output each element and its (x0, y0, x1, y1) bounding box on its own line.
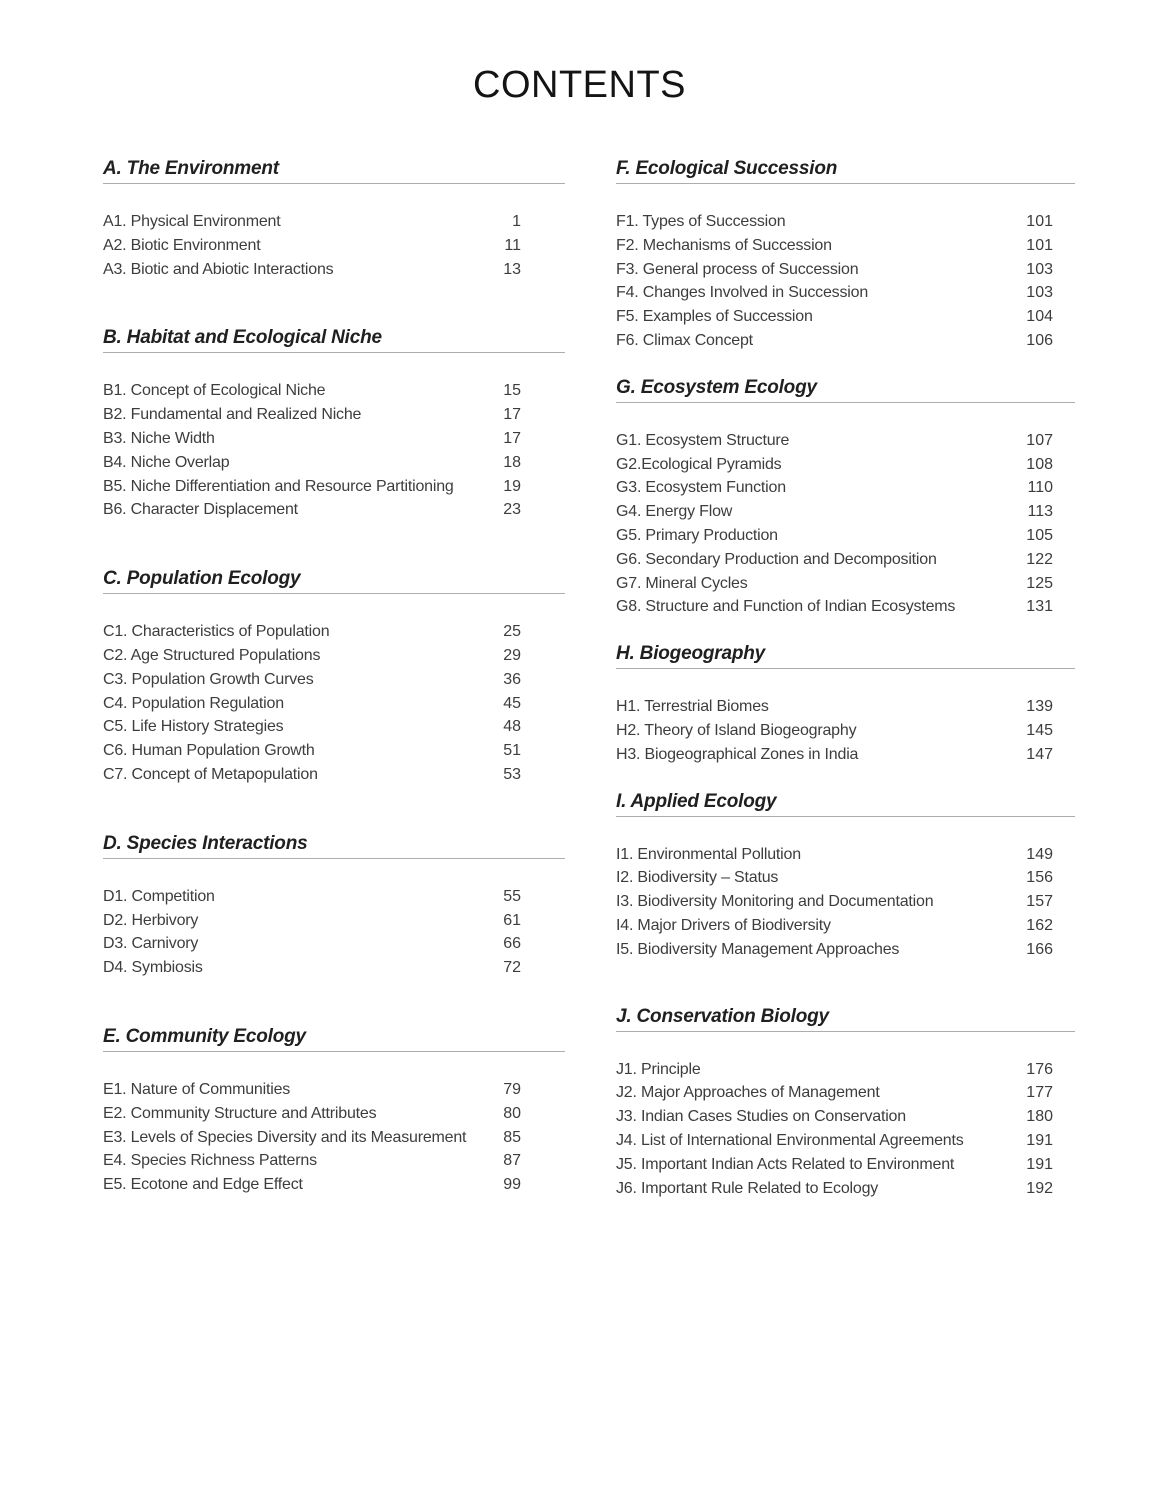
toc-entry-label: J3. Indian Cases Studies on Conservation (616, 1108, 906, 1126)
section-heading: B. Habitat and Ecological Niche (103, 327, 382, 349)
toc-entry-label: F5. Examples of Succession (616, 308, 813, 326)
toc-entry-page-number: 110 (1027, 479, 1053, 497)
toc-entry-page-number: 85 (503, 1128, 521, 1146)
toc-entry-label: G7. Mineral Cycles (616, 574, 748, 592)
toc-entry-label: E4. Species Richness Patterns (103, 1152, 317, 1170)
toc-entry-label: G4. Energy Flow (616, 503, 733, 521)
toc-entry-label: F2. Mechanisms of Succession (616, 236, 832, 254)
toc-entry (616, 1177, 1075, 1201)
toc-entry-label: H3. Biogeographical Zones in India (616, 745, 859, 763)
toc-entry-label: C4. Population Regulation (103, 694, 284, 712)
toc-entry-page-number: 15 (503, 382, 521, 400)
toc-entry (616, 843, 1075, 867)
toc-entry-page-number: 51 (503, 742, 521, 760)
toc-section-C (103, 568, 565, 787)
section-heading-rule (103, 1051, 565, 1052)
toc-entry-page-number: 18 (503, 453, 521, 471)
toc-entry (103, 1126, 565, 1150)
toc-entry-label: F1. Types of Succession (616, 213, 786, 230)
toc-entry-page-number: 36 (503, 670, 521, 688)
toc-entry (616, 719, 1075, 743)
toc-entry-label: I1. Environmental Pollution (616, 845, 801, 863)
toc-column-right (616, 158, 1075, 1224)
toc-entry-page-number: 104 (1026, 308, 1053, 326)
toc-entry (103, 739, 565, 763)
toc-entry-label: G8. Structure and Function of Indian Ecosystems (616, 598, 956, 616)
toc-entry (103, 1078, 565, 1102)
toc-section-G (616, 377, 1075, 619)
toc-entry (103, 498, 565, 522)
toc-entry-label: A2. Biotic Environment (103, 236, 261, 254)
toc-entry (103, 1173, 565, 1197)
section-item-list (616, 843, 1075, 962)
toc-entry-page-number: 13 (503, 260, 521, 278)
toc-entry (616, 743, 1075, 767)
section-item-list (103, 210, 565, 281)
toc-entry (616, 938, 1075, 962)
toc-entry-label: F3. General process of Succession (616, 260, 859, 278)
toc-entry-page-number: 113 (1027, 503, 1053, 521)
toc-entry (103, 1149, 565, 1173)
toc-entry-page-number: 105 (1026, 526, 1053, 544)
toc-entry-page-number: 107 (1026, 431, 1053, 449)
toc-entry (616, 453, 1075, 477)
toc-section-I (616, 791, 1075, 962)
toc-entry-label: J6. Important Rule Related to Ecology (616, 1179, 879, 1197)
toc-entry (103, 644, 565, 668)
toc-entry-page-number: 191 (1026, 1131, 1053, 1149)
toc-entry-label: C6. Human Population Growth (103, 742, 315, 760)
toc-entry-page-number: 17 (503, 406, 521, 424)
section-item-list (103, 885, 565, 980)
toc-entry-page-number: 79 (503, 1080, 521, 1098)
toc-entry-label: C2. Age Structured Populations (103, 646, 321, 664)
toc-entry-label: E2. Community Structure and Attributes (103, 1104, 377, 1122)
section-item-list (616, 210, 1075, 353)
toc-entry-label: I4. Major Drivers of Biodiversity (616, 916, 831, 934)
toc-entry-label: B2. Fundamental and Realized Niche (103, 406, 362, 424)
toc-section-J (616, 1006, 1075, 1201)
toc-entry (616, 866, 1075, 890)
toc-entry-label: G6. Secondary Production and Decomposition (616, 550, 937, 568)
toc-entry-label: J4. List of International Environmental Agreements (616, 1131, 964, 1149)
toc-entry (103, 956, 565, 980)
toc-entry (616, 1153, 1075, 1177)
toc-entry-page-number: 99 (503, 1176, 521, 1194)
toc-entry (103, 715, 565, 739)
toc-entry-label: J1. Principle (616, 1060, 701, 1078)
toc-entry-page-number: 1 (512, 213, 521, 230)
section-heading-rule (103, 858, 565, 859)
toc-entry-page-number: 80 (503, 1104, 521, 1122)
toc-entry (103, 668, 565, 692)
toc-entry-page-number: 101 (1026, 236, 1053, 254)
toc-entry-page-number: 87 (503, 1152, 521, 1170)
section-heading: D. Species Interactions (103, 832, 308, 854)
section-heading: A. The Environment (103, 158, 279, 179)
toc-entry-page-number: 108 (1026, 455, 1053, 473)
toc-entry-page-number: 180 (1026, 1108, 1053, 1126)
toc-entry (103, 258, 565, 282)
toc-entry-label: G3. Ecosystem Function (616, 479, 786, 497)
toc-entry-page-number: 162 (1026, 916, 1053, 934)
toc-column-left (103, 158, 565, 1243)
toc-entry-label: A1. Physical Environment (103, 213, 281, 230)
toc-entry-page-number: 103 (1026, 260, 1053, 278)
toc-entry-page-number: 191 (1026, 1155, 1053, 1173)
toc-entry-label: B4. Niche Overlap (103, 453, 230, 471)
section-heading: H. Biogeography (616, 643, 766, 665)
toc-entry (103, 234, 565, 258)
toc-entry-label: C1. Characteristics of Population (103, 623, 330, 641)
toc-entry-page-number: 125 (1026, 574, 1053, 592)
toc-entry-label: F4. Changes Involved in Succession (616, 284, 869, 302)
toc-entry-page-number: 177 (1026, 1084, 1053, 1102)
toc-section-B (103, 327, 565, 522)
section-item-list (103, 1078, 565, 1197)
toc-section-A (103, 158, 565, 281)
toc-entry (103, 692, 565, 716)
section-heading-rule (103, 593, 565, 594)
toc-entry-page-number: 176 (1026, 1060, 1053, 1078)
toc-entry (103, 210, 565, 234)
toc-entry (616, 1081, 1075, 1105)
toc-entry (616, 595, 1075, 619)
toc-entry-label: H2. Theory of Island Biogeography (616, 721, 857, 739)
toc-entry (616, 234, 1075, 258)
toc-entry-page-number: 45 (503, 694, 521, 712)
toc-entry-label: G5. Primary Production (616, 526, 778, 544)
toc-entry-label: D2. Herbivory (103, 911, 199, 929)
toc-entry-page-number: 149 (1026, 845, 1053, 863)
toc-entry-page-number: 166 (1026, 940, 1053, 958)
toc-entry-page-number: 19 (503, 477, 521, 495)
toc-entry (103, 885, 565, 909)
toc-entry-page-number: 53 (503, 765, 521, 783)
toc-entry-label: D1. Competition (103, 887, 215, 905)
toc-entry (616, 914, 1075, 938)
toc-entry (616, 1105, 1075, 1129)
toc-entry-page-number: 29 (503, 646, 521, 664)
toc-entry-label: D3. Carnivory (103, 935, 199, 953)
section-item-list (616, 429, 1075, 619)
section-heading-rule (616, 668, 1075, 669)
toc-entry-page-number: 72 (503, 959, 521, 977)
section-heading: I. Applied Ecology (616, 790, 777, 812)
section-heading-rule (616, 183, 1075, 184)
toc-entry-label: J2. Major Approaches of Management (616, 1084, 880, 1102)
toc-entry (616, 500, 1075, 524)
toc-entry (616, 572, 1075, 596)
section-heading: E. Community Ecology (103, 1025, 306, 1047)
toc-entry (103, 403, 565, 427)
toc-entry (616, 695, 1075, 719)
toc-entry-page-number: 147 (1026, 745, 1053, 763)
toc-entry (616, 258, 1075, 282)
toc-entry (616, 305, 1075, 329)
toc-entry-page-number: 131 (1026, 598, 1053, 616)
toc-entry-page-number: 103 (1026, 284, 1053, 302)
toc-entry-label: J5. Important Indian Acts Related to Environment (616, 1155, 955, 1173)
toc-section-H (616, 643, 1075, 766)
section-item-list (616, 1058, 1075, 1201)
section-heading: C. Population Ecology (103, 568, 301, 590)
toc-entry-page-number: 192 (1026, 1179, 1053, 1197)
toc-entry-label: C5. Life History Strategies (103, 718, 284, 736)
toc-entry (616, 890, 1075, 914)
toc-entry-label: G2.Ecological Pyramids (616, 455, 782, 473)
toc-entry-label: I2. Biodiversity – Status (616, 869, 779, 887)
section-item-list (616, 695, 1075, 766)
toc-entry-page-number: 122 (1026, 550, 1053, 568)
toc-section-E (103, 1026, 565, 1197)
toc-entry-page-number: 156 (1026, 869, 1053, 887)
toc-entry-label: B6. Character Displacement (103, 501, 298, 519)
toc-entry-label: E1. Nature of Communities (103, 1080, 291, 1098)
toc-entry (103, 475, 565, 499)
toc-entry (616, 1129, 1075, 1153)
toc-entry (103, 620, 565, 644)
toc-entry-page-number: 145 (1026, 721, 1053, 739)
toc-entry-page-number: 17 (503, 429, 521, 447)
page-title: CONTENTS (473, 64, 686, 106)
toc-entry-label: I3. Biodiversity Monitoring and Documentation (616, 893, 934, 911)
toc-entry (616, 210, 1075, 234)
toc-entry-label: D4. Symbiosis (103, 959, 203, 977)
toc-entry-page-number: 11 (504, 236, 521, 254)
toc-entry (103, 909, 565, 933)
toc-section-F (616, 158, 1075, 353)
toc-entry (616, 329, 1075, 353)
section-heading-rule (616, 1031, 1075, 1032)
toc-entry (103, 932, 565, 956)
toc-entry (616, 476, 1075, 500)
toc-entry (103, 451, 565, 475)
toc-entry-label: B5. Niche Differentiation and Resource Partitioning (103, 477, 454, 495)
toc-columns (0, 158, 1159, 1243)
toc-entry-label: G1. Ecosystem Structure (616, 431, 790, 449)
toc-entry-label: C3. Population Growth Curves (103, 670, 314, 688)
toc-entry-page-number: 157 (1026, 893, 1053, 911)
toc-entry (616, 281, 1075, 305)
toc-entry (616, 524, 1075, 548)
toc-entry-label: F6. Climax Concept (616, 331, 753, 349)
toc-entry-page-number: 66 (503, 935, 521, 953)
section-heading: J. Conservation Biology (616, 1005, 829, 1027)
toc-entry-page-number: 48 (503, 718, 521, 736)
toc-entry (616, 548, 1075, 572)
toc-entry-page-number: 25 (503, 623, 521, 641)
toc-entry-label: A3. Biotic and Abiotic Interactions (103, 260, 334, 278)
toc-entry (616, 429, 1075, 453)
toc-entry (103, 427, 565, 451)
toc-entry (103, 379, 565, 403)
toc-entry-label: E3. Levels of Species Diversity and its Measurement (103, 1128, 467, 1146)
toc-entry-label: C7. Concept of Metapopulation (103, 765, 318, 783)
toc-entry-page-number: 106 (1026, 331, 1053, 349)
toc-entry-page-number: 61 (503, 911, 521, 929)
toc-entry-page-number: 23 (503, 501, 521, 519)
toc-entry-label: E5. Ecotone and Edge Effect (103, 1176, 303, 1194)
toc-entry-page-number: 139 (1026, 698, 1053, 716)
toc-entry (103, 763, 565, 787)
section-item-list (103, 379, 565, 522)
section-heading: G. Ecosystem Ecology (616, 376, 817, 398)
toc-entry (103, 1102, 565, 1126)
toc-entry-label: B3. Niche Width (103, 429, 215, 447)
toc-entry-label: B1. Concept of Ecological Niche (103, 382, 326, 400)
toc-entry-page-number: 55 (503, 887, 521, 905)
toc-entry-page-number: 101 (1026, 213, 1053, 230)
section-heading-rule (103, 183, 565, 184)
toc-section-D (103, 833, 565, 980)
toc-entry (616, 1058, 1075, 1082)
section-heading-rule (616, 402, 1075, 403)
section-item-list (103, 620, 565, 787)
section-heading: F. Ecological Succession (616, 158, 838, 179)
toc-entry-label: I5. Biodiversity Management Approaches (616, 940, 900, 958)
toc-entry-label: H1. Terrestrial Biomes (616, 698, 769, 716)
section-heading-rule (103, 352, 565, 353)
section-heading-rule (616, 816, 1075, 817)
